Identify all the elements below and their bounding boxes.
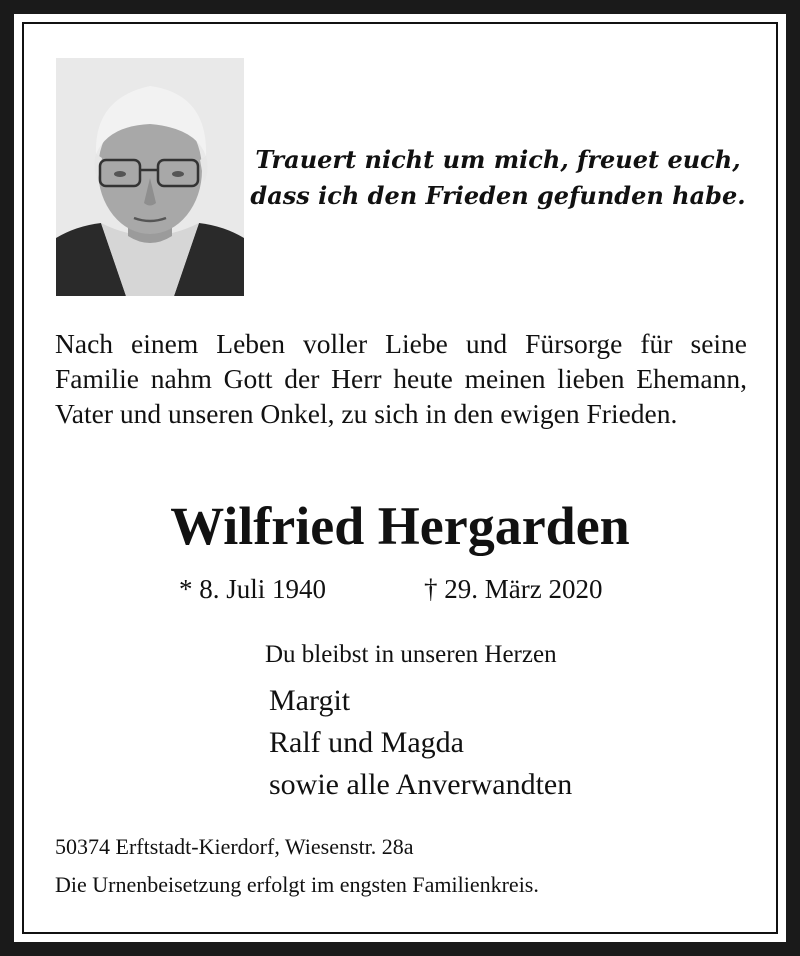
- motto-quote: [248, 142, 748, 214]
- mourner-item: Margit: [269, 684, 351, 717]
- mourner-item: sowie alle Anverwandten: [269, 768, 573, 801]
- address-line: 50374 Erftstadt-Kierdorf, Wiesenstr. 28a: [55, 834, 414, 859]
- portrait-photo-icon: [56, 58, 244, 296]
- motto-line-1: Trauert nicht um mich, freuet euch,: [255, 145, 741, 174]
- burial-note: Die Urnenbeisetzung erfolgt im engsten Familienkreis.: [55, 872, 539, 897]
- remembrance-line: Du bleibst in unseren Herzen: [265, 641, 557, 668]
- obituary-card: [14, 14, 786, 942]
- death-date: † 29. März 2020: [424, 574, 603, 604]
- motto-line-2: dass ich den Frieden gefunden habe.: [250, 181, 746, 210]
- obituary-body-text: Nach einem Leben voller Liebe und Fürsorge für seine Familie nahm Gott der Herr heute meinen lieben Ehemann, Vater und unseren Onkel, zu sich in den ewigen Frieden.: [55, 328, 747, 429]
- mourner-item: Ralf und Magda: [269, 726, 464, 759]
- mourners-list: [269, 680, 572, 806]
- birth-date: * 8. Juli 1940: [179, 574, 327, 604]
- deceased-name: Wilfried Hergarden: [170, 496, 630, 556]
